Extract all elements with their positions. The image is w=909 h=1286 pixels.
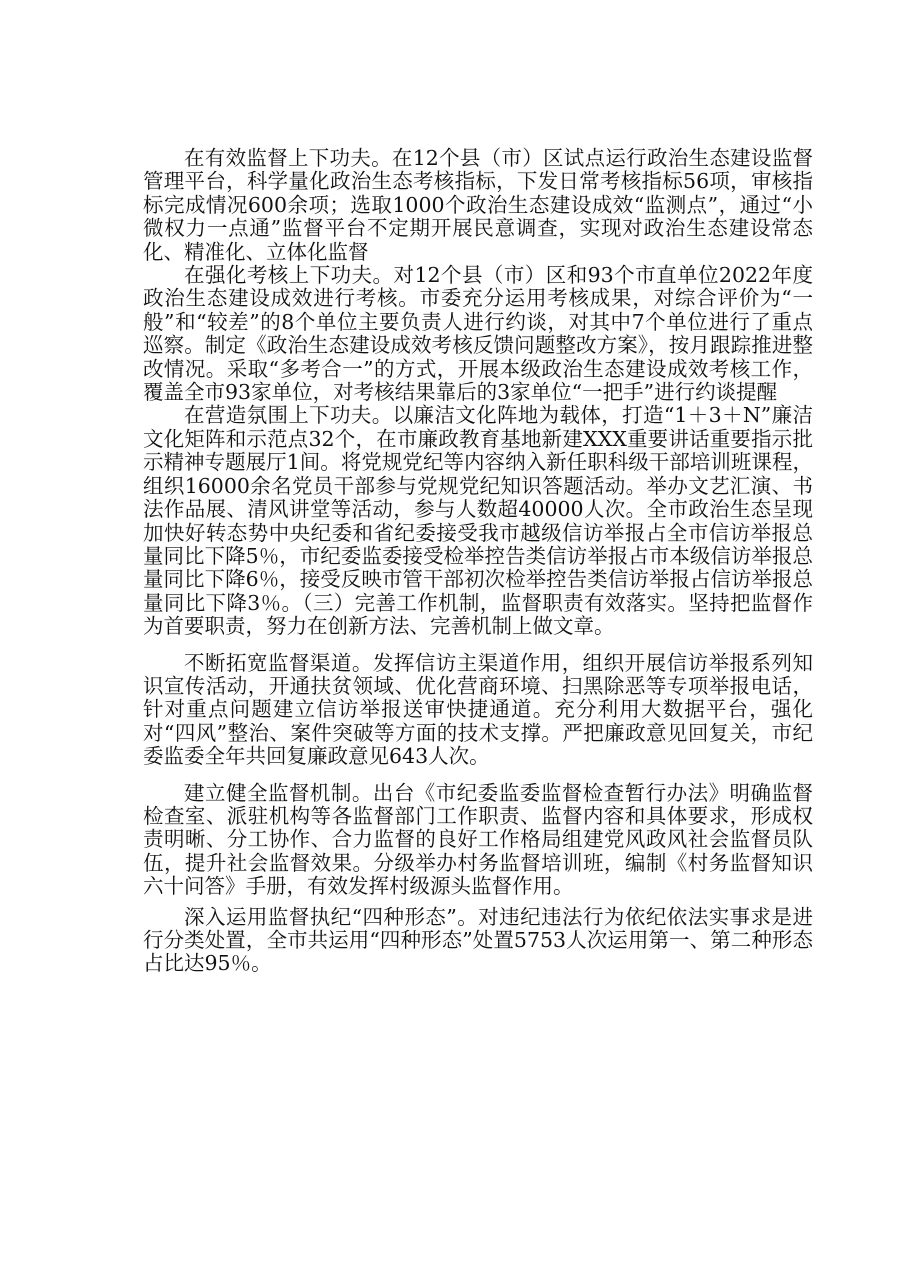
paragraph-supervision-mechanism: 建立健全监督机制。出台《市纪委监委监督检查暂行办法》明确监督检查室、派驻机构等各监督部门工作职责、监督内容和具体要求，形成权责明晰、分工协作、合力监督的良好工作格局组建党风政风社会监督员队伍，提升社会监督效果。分级举办村务监督培训班，编制《村务监督知识六十问答》手册，有效发挥村级源头监督作用。 bbox=[143, 780, 813, 899]
paragraph-strengthen-assessment: 在强化考核上下功夫。对12个县（市）区和93个市直单位2022年度政治生态建设成效进行考核。市委充分运用考核成果，对综合评价为“一般”和“较差”的8个单位主要负责人进行约谈，对其中7个单位进行了重点巡察。制定《政治生态建设成效考核反馈问题整改方案》，按月跟踪推进整改情况。采取“多考合一”的方式，开展本级政治生态建设成效考核工作，覆盖全市93家单位，对考核结果靠后的3家单位“一把手”进行约谈提醒 bbox=[143, 263, 813, 405]
paragraph-expand-channels: 不断拓宽监督渠道。发挥信访主渠道作用，组织开展信访举报系列知识宣传活动，开通扶贫领域、优化营商环境、扫黑除恶等专项举报电话，针对重点问题建立信访举报送审快捷通道。充分利用大数据平台，强化对“四风”整治、案件突破等方面的技术支撑。严把廉政意见回复关，市纪委监委全年共回复廉政意见643人次。 bbox=[143, 650, 813, 769]
document-body bbox=[143, 147, 813, 976]
paragraph-four-forms: 深入运用监督执纪“四种形态”。对违纪违法行为依纪依法实事求是进行分类处置，全市共运用“四种形态”处置5753人次运用第一、第二种形态占比达95％。 bbox=[143, 904, 813, 976]
paragraph-effective-supervision: 在有效监督上下功夫。在12个县（市）区试点运行政治生态建设监督管理平台，科学量化政治生态考核指标，下发日常考核指标56项，审核指标完成情况600余项；选取1000个政治生态建设成效“监测点”，通过“小微权力一点通”监督平台不定期开展民意调查，实现对政治生态建设常态化、精准化、立体化监督 bbox=[143, 146, 813, 264]
paragraph-create-atmosphere: 在营造氛围上下功夫。以廉洁文化阵地为载体，打造“1＋3＋N”廉洁文化矩阵和示范点32个，在市廉政教育基地新建XXX重要讲话重要指示批示精神专题展厅1间。将党规党纪等内容纳入新任职科级干部培训班课程，组织16000余名党员干部参与党规党纪知识答题活动。举办文艺汇演、书法作品展、清风讲堂等活动，参与人数超40000人次。全市政治生态呈现加快好转态势中央纪委和省纪委接受我市越级信访举报占全市信访举报总量同比下降5％，市纪委监委接受检举控告类信访举报占市本级信访举报总量同比下降6％，接受反映市管干部初次检举控告类信访举报占信访举报总量同比下降3％。（三）完善工作机制，监督职责有效落实。坚持把监督作为首要职责，努力在创新方法、完善机制上做文章。 bbox=[143, 403, 813, 639]
